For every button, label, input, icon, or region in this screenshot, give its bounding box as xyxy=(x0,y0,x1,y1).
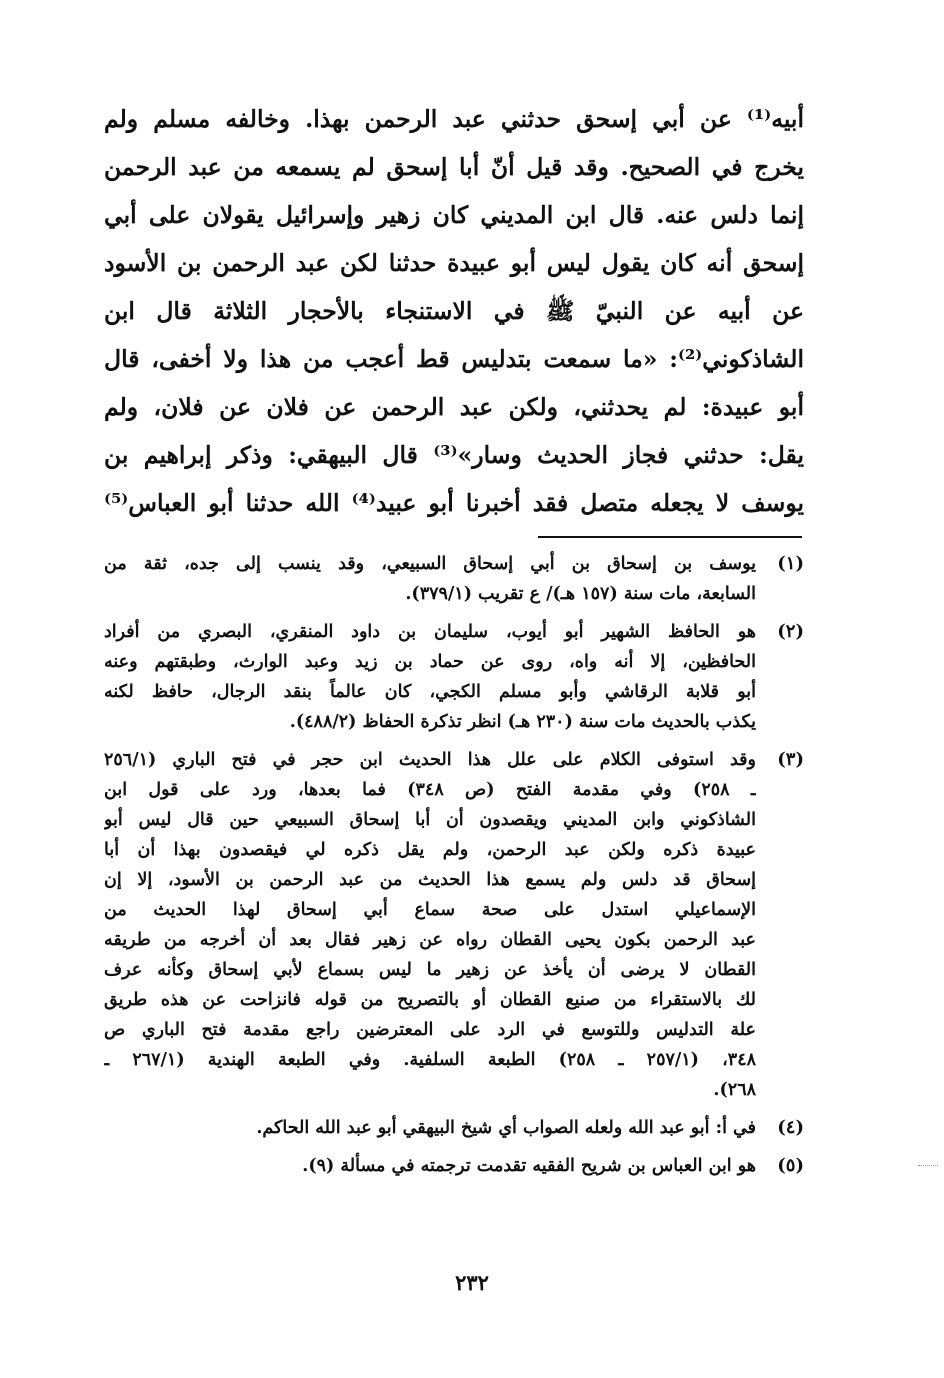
main-text-line: عن أبيه عن النبيّ ﷺ في الاستنجاء بالأحجار الثلاثة قال ابن xyxy=(104,297,804,325)
footnote-line: هو ابن العباس بن شريح الفقيه تقدمت ترجمته في مسألة (٩). xyxy=(302,1156,756,1176)
main-text-line: الشاذكوني⁽²⁾: «ما سمعت بتدليس قط أعجب من هذا ولا أخفى، قال xyxy=(104,345,804,373)
footnote-line: يكذب بالحديث مات سنة (٢٣٠ هـ) انظر تذكرة الحفاظ (٤٨٨/٢). xyxy=(289,712,756,732)
footnote-line: ٢٦٨). xyxy=(713,1080,756,1100)
footnote-line: يوسف بن إسحاق بن أبي إسحاق السبيعي، وقد ينسب إلى جده، ثقة من xyxy=(104,554,756,574)
footnote-text xyxy=(104,549,756,609)
footnote-line: وقد استوفى الكلام على علل هذا الحديث ابن حجر في فتح الباري (٢٥٦/١ xyxy=(104,750,756,770)
main-text-line: أبو عبيدة: لم يحدثني، ولكن عبد الرحمن عن فلان عن فلان، ولم xyxy=(104,393,804,421)
footnote-2 xyxy=(104,617,804,737)
footnote-number: (٤) xyxy=(777,1117,804,1138)
footnote-3 xyxy=(104,745,804,1105)
footnote-separator xyxy=(538,536,802,538)
footnote-line: هو الحافظ الشهير أبو أيوب، سليمان بن داود المنقري، البصري من أفراد xyxy=(104,622,756,642)
footnote-line: علة التدليس وللتوسع في الرد على المعترضين راجع مقدمة فتح الباري ص xyxy=(104,1020,756,1040)
footnote-line: إسحاق قد دلس ولم يسمع هذا الحديث من عبد الرحمن بن الأسود، إلا إن xyxy=(104,870,756,890)
footnote-1 xyxy=(104,549,804,609)
footnote-number: (١) xyxy=(777,553,804,574)
footnote-line: الإسماعيلي استدل على صحة سماع أبي إسحاق لهذا الحديث من xyxy=(104,900,756,920)
footnote-line: ٣٤٨، (٢٥٧/١ ـ ٢٥٨) الطبعة السلفية. وفي الطبعة الهندية (٢٦٧/١ ـ xyxy=(104,1050,756,1070)
main-text-line: يوسف لا يجعله متصل فقد أخبرنا أبو عبيد⁽⁴⁾ الله حدثنا أبو العباس⁽⁵⁾ xyxy=(104,489,804,517)
footnote-number: (٣) xyxy=(777,749,804,770)
footnote-text xyxy=(104,745,756,1105)
main-text-line: إسحق أنه كان يقول ليس أبو عبيدة حدثنا لكن عبد الرحمن بن الأسود xyxy=(104,249,804,277)
footnote-text xyxy=(104,1151,756,1181)
page-number: ٢٣٢ xyxy=(455,1270,489,1295)
footnotes xyxy=(104,549,804,1185)
footnote-number: (٢) xyxy=(777,621,804,642)
footnote-line: لك بالاستقراء من صنيع القطان أو بالتصريح من قوله فانزاحت عن هذه طريق xyxy=(104,990,756,1010)
footnote-line: عبد الرحمن بكون يحيى القطان رواه عن زهير فقال بعد أن أخرجه من طريقه xyxy=(104,930,756,950)
main-text-line: يخرج في الصحيح. وقد قيل أنّ أبا إسحق لم يسمعه من عبد الرحمن xyxy=(104,153,804,181)
footnote-4 xyxy=(104,1113,804,1143)
margin-mark xyxy=(918,1165,938,1166)
footnote-text xyxy=(104,617,756,737)
footnote-5 xyxy=(104,1151,804,1181)
footnote-line: في أ: أبو عبد الله ولعله الصواب أي شيخ البيهقي أبو عبد الله الحاكم. xyxy=(256,1118,756,1138)
footnote-line: القطان لا يرضى أن يأخذ عن زهير ما ليس بسماع لأبي إسحاق وكأنه عرف xyxy=(104,960,756,980)
footnote-line: السابعة، مات سنة (١٥٧ هـ)/ ع تقريب (٣٧٩/١). xyxy=(405,584,756,604)
main-text-line: إنما دلس عنه. قال ابن المديني كان زهير وإسرائيل يقولان على أبي xyxy=(104,201,804,229)
main-text-line: يقل: حدثني فجاز الحديث وسار»⁽³⁾ قال البيهقي: وذكر إبراهيم بن xyxy=(104,441,804,469)
footnote-text xyxy=(104,1113,756,1143)
footnote-line: عبيدة ذكره ولكن عبد الرحمن، ولم يقل ذكره لي فيقصدون بهذا أن أبا xyxy=(104,840,756,860)
footnote-line: الحافظين، إلا أنه واه، روى عن حماد بن زيد وعبد الوارث، وطبقتهم وعنه xyxy=(104,652,756,672)
footnote-line: ـ ٢٥٨) وفي مقدمة الفتح (ص ٣٤٨) فما بعدها، ورد على قول ابن xyxy=(104,780,756,800)
footnote-number: (٥) xyxy=(777,1155,804,1176)
footnote-line: أبو قلابة الرقاشي وأبو مسلم الكجي، كان عالماً بنقد الرجال، حافظ لكنه xyxy=(104,682,756,702)
footnote-line: الشاذكوني وابن المديني ويقصدون أن أبا إسحاق السبيعي حين قال ليس أبو xyxy=(104,810,756,830)
main-text-line: أبيه⁽¹⁾ عن أبي إسحق حدثني عبد الرحمن بهذا. وخالفه مسلم ولم xyxy=(104,105,804,133)
main-text xyxy=(104,95,804,527)
